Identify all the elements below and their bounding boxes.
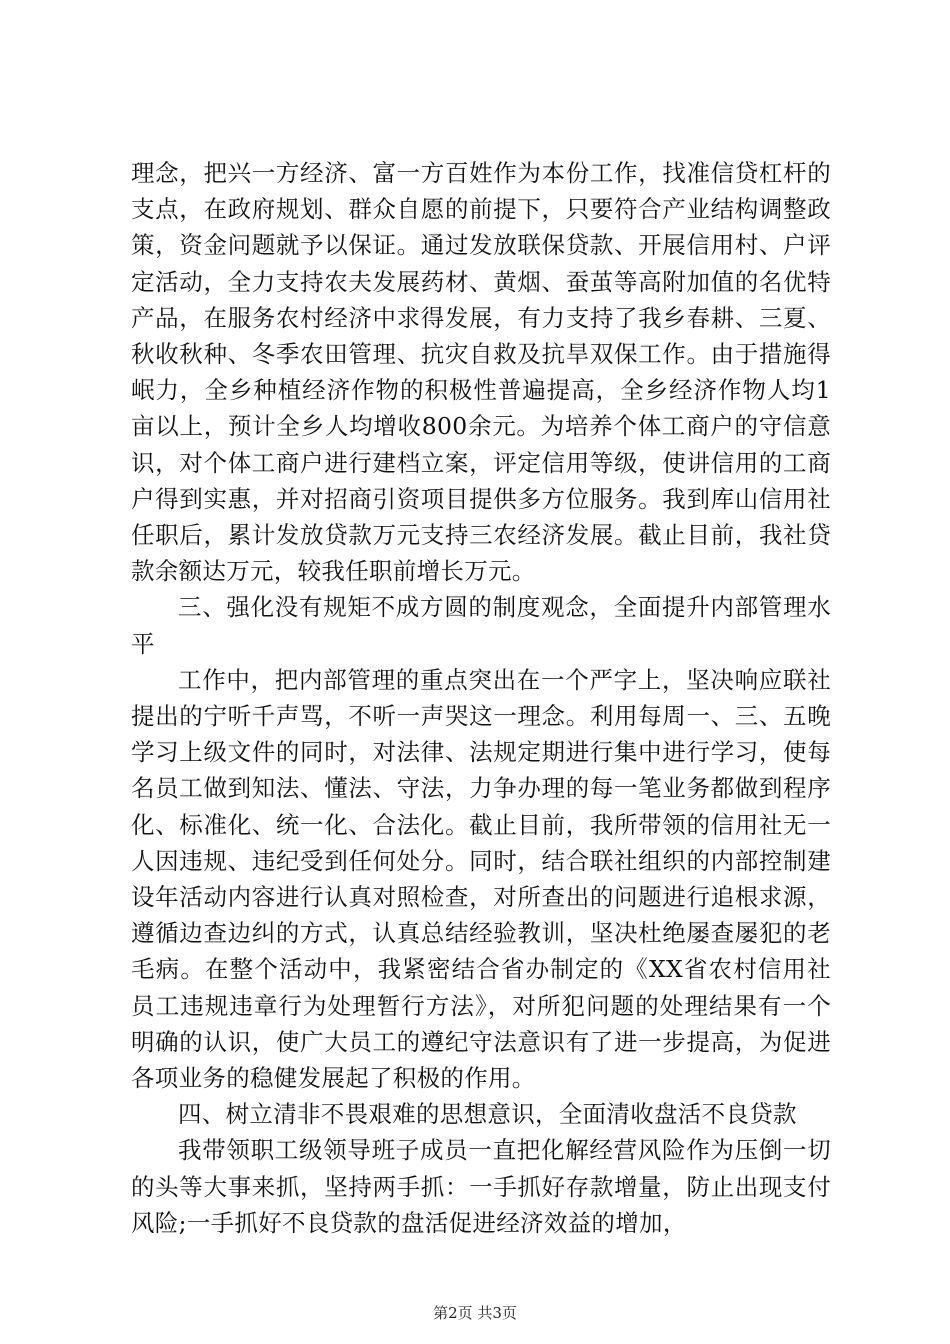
heading-section-three: 三、强化没有规矩不成方圆的制度观念，全面提升内部管理水平	[131, 593, 831, 658]
paragraph-internal-management: 工作中，把内部管理的重点突出在一个严字上，坚决响应联社提出的宁听千声骂，不听一声哭这一理念。利用每周一、三、五晚学习上级文件的同时，对法律、法规定期进行集中进行学习，使每名员工做到知法、懂法、守法，力争办理的每一笔业务都做到程序化、标准化、统一化、合法化。截止目前，我所带领的信用社无一人因违规、违纪受到任何处分。同时，结合联社组织的内部控制建设年活动内容进行认真对照检查，对所查出的问题进行追根求源，遵循边查边纠的方式，认真总结经验教训，坚决杜绝屡查屡犯的老毛病。在整个活动中，我紧密结合省办制定的《XX省农村信用社员工违规违章行为处理暂行方法》，对所犯问题的处理结果有一个明确的认识，使广大员工的遵纪守法意识有了进一步提高，为促进各项业务的稳健发展起了积极的作用。	[131, 665, 831, 1093]
document-body	[131, 155, 831, 1241]
paragraph-loan-support: 理念，把兴一方经济、富一方百姓作为本份工作，找准信贷杠杆的支点，在政府规划、群众自愿的前提下，只要符合产业结构调整政策，资金问题就予以保证。通过发放联保贷款、开展信用村、户评定活动，全力支持农夫发展药材、黄烟、蚕茧等高附加值的名优特产品，在服务农村经济中求得发展，有力支持了我乡春耕、三夏、秋收秋种、冬季农田管理、抗灾自救及抗旱双保工作。由于措施得岷力，全乡种植经济作物的积极性普遍提高，全乡经济作物人均1亩以上，预计全乡人均增收800余元。为培养个体工商户的守信意识，对个体工商户进行建档立案，评定信用等级，使讲信用的工商户得到实惠，并对招商引资项目提供多方位服务。我到库山信用社任职后，累计发放贷款万元支持三农经济发展。截止目前，我社贷款余额达万元，较我任职前增长万元。	[131, 159, 831, 586]
paragraph-risk-control: 我带领职工级领导班子成员一直把化解经营风险作为压倒一切的头等大事来抓，坚持两手抓：一手抓好存款增量，防止出现支付风险;一手抓好不良贷款的盘活促进经济效益的增加，	[131, 1136, 831, 1237]
heading-section-four: 四、树立清非不畏艰难的思想意识，全面清收盘活不良贷款	[178, 1100, 797, 1129]
page-number-footer: 第2页 共3页	[433, 1304, 517, 1322]
